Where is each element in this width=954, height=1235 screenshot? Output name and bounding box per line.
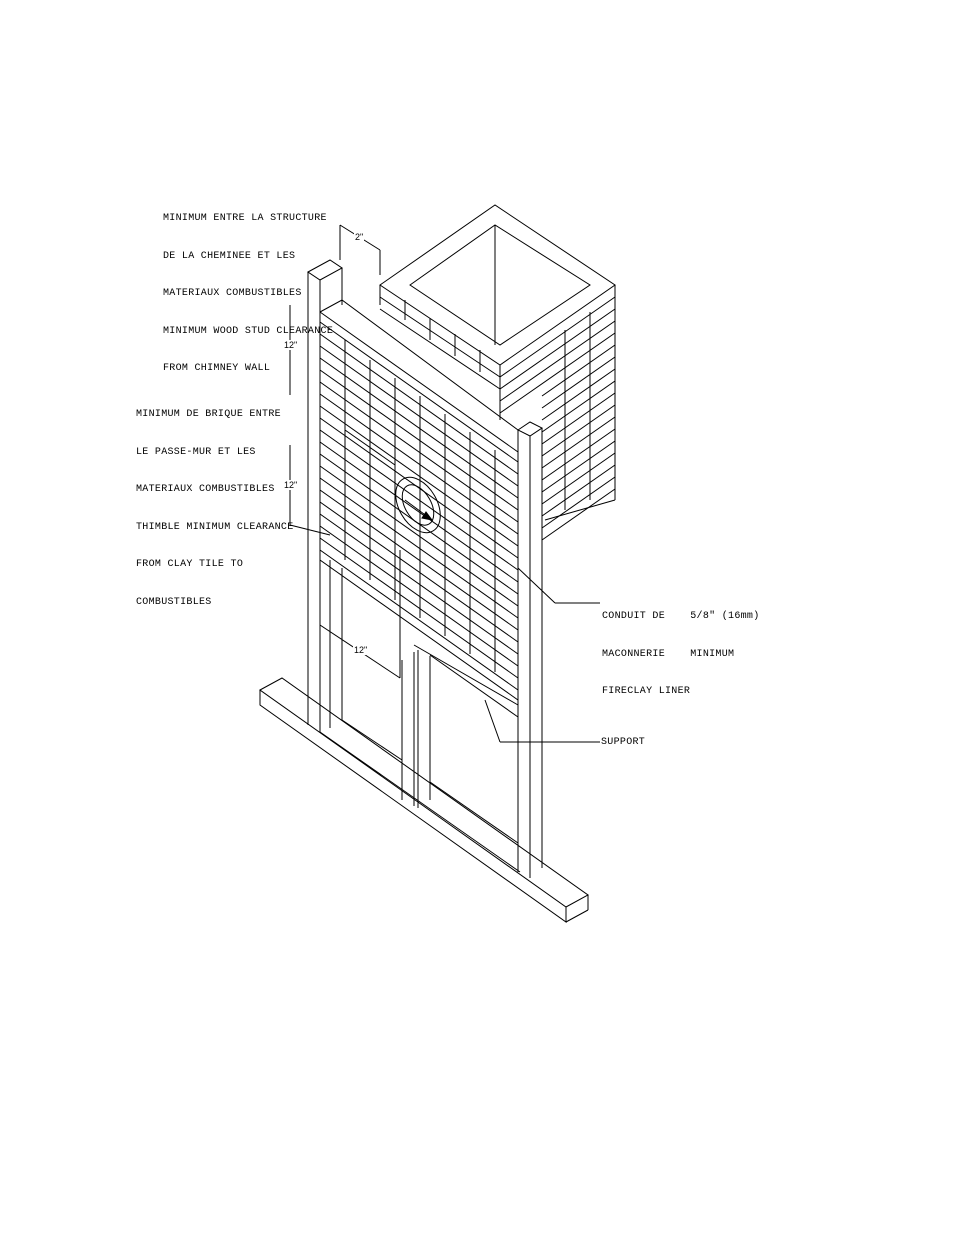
- liner-line-2: MACONNERIE MINIMUM: [602, 648, 735, 660]
- thimble-clearance-line-5: FROM CLAY TILE TO: [136, 559, 244, 570]
- thimble-clearance-line-1: MINIMUM DE BRIQUE ENTRE: [136, 409, 281, 420]
- stud-clearance-line-3: MATERIAUX COMBUSTIBLES: [163, 288, 302, 299]
- liner-line-3: FIRECLAY LINER: [602, 686, 691, 697]
- thimble-clearance-line-4: THIMBLE MINIMUM CLEARANCE: [136, 521, 294, 533]
- thimble-clearance-label: [136, 384, 294, 622]
- dimension-brick-side: 12": [354, 645, 368, 655]
- thimble-clearance-line-6: COMBUSTIBLES: [136, 596, 212, 608]
- floor-plate: [260, 678, 588, 922]
- dimension-brick-below: 12": [284, 480, 298, 490]
- stud-clearance-line-2: DE LA CHEMINEE ET LES: [163, 250, 296, 262]
- brick-panel: [320, 300, 518, 700]
- stud-clearance-line-4: MINIMUM WOOD STUD CLEARANCE: [163, 325, 334, 337]
- liner-label: [602, 586, 760, 711]
- support-label: SUPPORT: [601, 737, 646, 748]
- stud-clearance-line-1: MINIMUM ENTRE LA STRUCTURE: [163, 213, 327, 224]
- thimble-clearance-line-2: LE PASSE-MUR ET LES: [136, 446, 256, 458]
- chimney: [380, 205, 615, 540]
- wall-studs: [308, 260, 542, 878]
- thimble-clearance-line-3: MATERIAUX COMBUSTIBLES: [136, 484, 275, 495]
- dimension-stud-gap: 2": [355, 232, 364, 242]
- stud-clearance-label: [163, 188, 333, 388]
- liner-line-1: CONDUIT DE 5/8" (16mm): [602, 611, 760, 622]
- dimension-brick-above: 12": [284, 340, 298, 350]
- thimble: [387, 470, 450, 541]
- stud-clearance-line-5: FROM CHIMNEY WALL: [163, 363, 271, 374]
